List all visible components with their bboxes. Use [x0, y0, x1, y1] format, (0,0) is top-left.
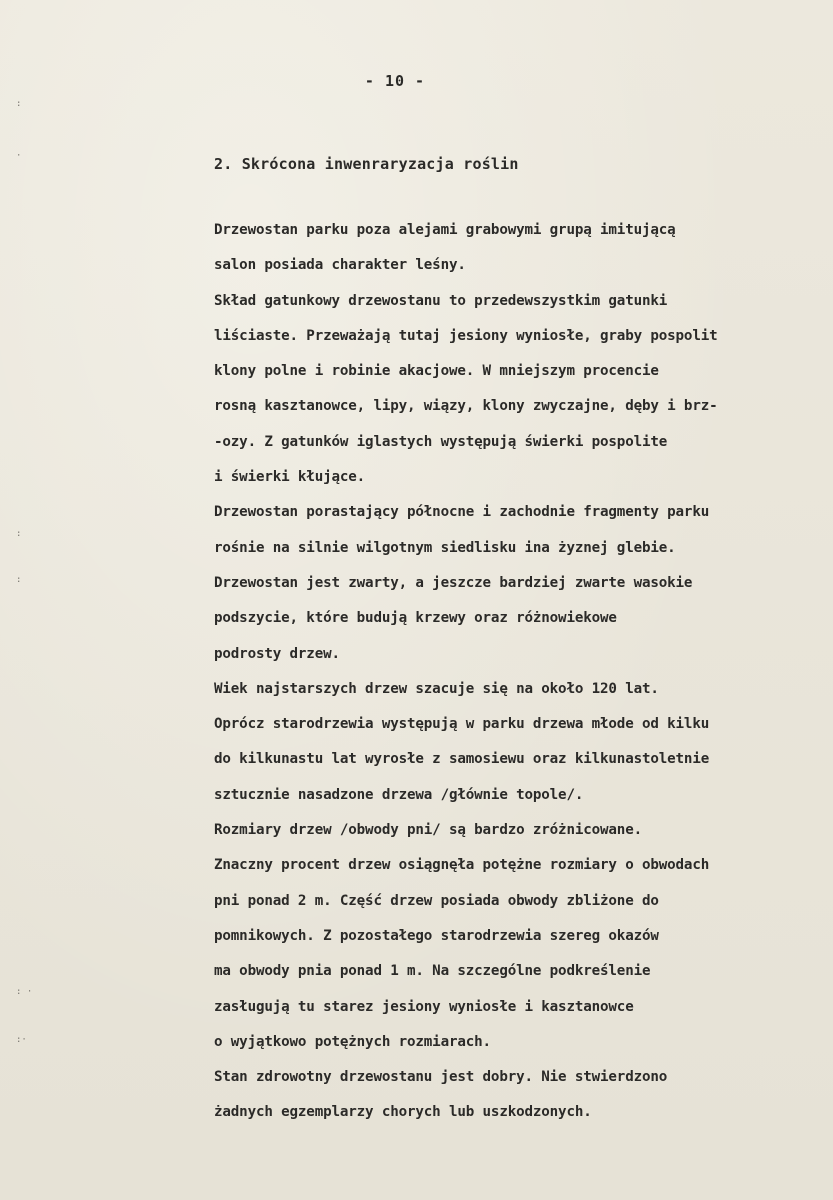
- margin-mark: : ·: [16, 987, 33, 997]
- text-line: Stan zdrowotny drzewostanu jest dobry. Nie stwierdzono: [214, 1069, 668, 1086]
- text-line: sztucznie nasadzone drzewa /głównie topole/.: [214, 786, 584, 803]
- section-heading: 2. Skrócona inwenraryzacja roślin: [214, 155, 519, 173]
- text-line: zasługują tu starez jesiony wyniosłe i kasztanowce: [214, 998, 634, 1015]
- text-line: podrosty drzew.: [214, 645, 340, 662]
- text-line: liściaste. Przeważają tutaj jesiony wyniosłe, graby pospolit: [214, 327, 718, 344]
- margin-mark: ·: [16, 151, 22, 161]
- text-line: Wiek najstarszych drzew szacuje się na około 120 lat.: [214, 680, 659, 697]
- text-line: Znaczny procent drzew osiągnęła potężne rozmiary o obwodach: [214, 857, 710, 874]
- text-line: Drzewostan jest zwarty, a jeszcze bardziej zwarte wasokie: [214, 574, 693, 591]
- text-line: pomnikowych. Z pozostałego starodrzewia szereg okazów: [214, 927, 659, 944]
- text-line: podszycie, które budują krzewy oraz różnowiekowe: [214, 610, 617, 627]
- text-line: pni ponad 2 m. Część drzew posiada obwody zbliżone do: [214, 892, 659, 909]
- text-line: -ozy. Z gatunków iglastych występują świerki pospolite: [214, 433, 668, 450]
- text-line: żadnych egzemplarzy chorych lub uszkodzonych.: [214, 1104, 592, 1121]
- text-line: o wyjątkowo potężnych rozmiarach.: [214, 1033, 491, 1050]
- text-line: klony polne i robinie akacjowe. W mniejszym procencie: [214, 363, 659, 380]
- margin-mark: :·: [16, 1035, 27, 1045]
- text-line: Drzewostan porastający północne i zachodnie fragmenty parku: [214, 504, 710, 521]
- page-number: - 10 -: [364, 72, 426, 90]
- text-line: ma obwody pnia ponad 1 m. Na szczególne podkreślenie: [214, 963, 651, 980]
- text-line: Drzewostan parku poza alejami grabowymi grupą imitującą: [214, 222, 676, 238]
- text-line: Oprócz starodrzewia występują w parku drzewa młode od kilku: [214, 716, 710, 733]
- margin-mark: :: [16, 529, 22, 539]
- text-line: Rozmiary drzew /obwody pni/ są bardzo zróżnicowane.: [214, 822, 642, 839]
- text-line: Skład gatunkowy drzewostanu to przedewszystkim gatunki: [214, 292, 668, 309]
- margin-mark: :: [16, 575, 22, 585]
- text-line: rosną kasztanowce, lipy, wiązy, klony zwyczajne, dęby i brz-: [214, 398, 718, 415]
- text-line: salon posiada charakter leśny.: [214, 257, 466, 274]
- text-line: i świerki kłujące.: [214, 469, 366, 486]
- text-line: do kilkunastu lat wyrosłe z samosiewu oraz kilkunastoletnie: [214, 751, 710, 768]
- margin-mark: :: [16, 99, 22, 109]
- text-line: rośnie na silnie wilgotnym siedlisku ina żyznej glebie.: [214, 539, 676, 556]
- body-text: [214, 220, 833, 1138]
